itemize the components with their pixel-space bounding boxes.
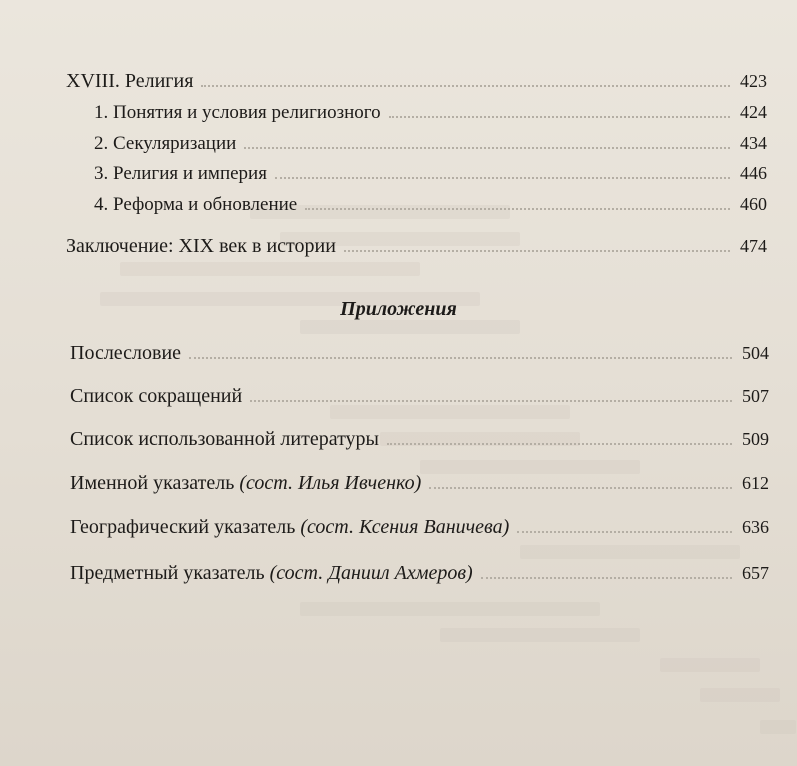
toc-page-number: 612: [742, 473, 769, 493]
toc-entry-label: Послесловие: [70, 342, 182, 364]
toc-entry-label: Список сокращений: [70, 385, 243, 407]
toc-entry-section: [0, 102, 797, 132]
leader-dots: [250, 400, 732, 402]
toc-entry-chapter: [0, 70, 797, 100]
toc-page-number: 446: [740, 163, 767, 183]
compiler-note: (сост. Ксения Ваничева): [300, 516, 510, 538]
toc-page-number: 504: [742, 343, 769, 363]
leader-dots: [517, 531, 732, 533]
toc-entry-section: [0, 194, 797, 224]
leader-dots: [344, 250, 730, 252]
toc-page-number: 460: [740, 194, 767, 214]
section-heading: Приложения: [340, 298, 457, 320]
leader-dots: [189, 357, 732, 359]
compiler-note: (сост. Даниил Ахмеров): [269, 562, 473, 584]
toc-page-number: 424: [740, 102, 767, 122]
toc-entry-appendix: [0, 428, 797, 458]
toc-entry-appendix: [0, 472, 797, 502]
toc-entry-appendix: [0, 562, 797, 592]
leader-dots: [389, 116, 730, 118]
leader-dots: [275, 177, 730, 179]
toc-entry-appendix: [0, 385, 797, 415]
toc-entry-label: XVIII. Религия: [66, 70, 194, 92]
toc-page-number: 636: [742, 517, 769, 537]
toc-entry-label: Именной указатель (сост. Илья Ивченко): [70, 472, 422, 494]
toc-entry-label: 3. Религия и империя: [94, 163, 267, 184]
toc-entry-section: [0, 133, 797, 163]
toc-entry-label: 2. Секуляризации: [94, 133, 237, 154]
toc-page-number: 423: [740, 71, 767, 91]
leader-dots: [429, 487, 732, 489]
toc-entry-label: Географический указатель (сост. Ксения Ваничева): [70, 516, 510, 538]
leader-dots: [201, 85, 730, 87]
toc-entry-label: Список использованной литературы: [70, 428, 379, 450]
toc-page-number: 474: [740, 236, 767, 256]
toc-entry-chapter: [0, 235, 797, 265]
toc-page-number: 657: [742, 563, 769, 583]
toc-entry-label: 1. Понятия и условия религиозного: [94, 102, 381, 123]
toc-entry-label: 4. Реформа и обновление: [94, 194, 298, 215]
toc-entry-label: Заключение: XIX век в истории: [66, 235, 336, 257]
toc-page-number: 434: [740, 133, 767, 153]
toc-entry-section: [0, 163, 797, 193]
toc-entry-appendix: [0, 342, 797, 372]
compiler-note: (сост. Илья Ивченко): [239, 472, 422, 494]
leader-dots: [481, 577, 732, 579]
toc-entry-appendix: [0, 516, 797, 546]
leader-dots: [387, 443, 732, 445]
leader-dots: [305, 208, 730, 210]
toc-page-number: 507: [742, 386, 769, 406]
toc-page-number: 509: [742, 429, 769, 449]
toc-entry-label: Предметный указатель (сост. Даниил Ахмеров): [70, 562, 473, 584]
leader-dots: [244, 147, 730, 149]
